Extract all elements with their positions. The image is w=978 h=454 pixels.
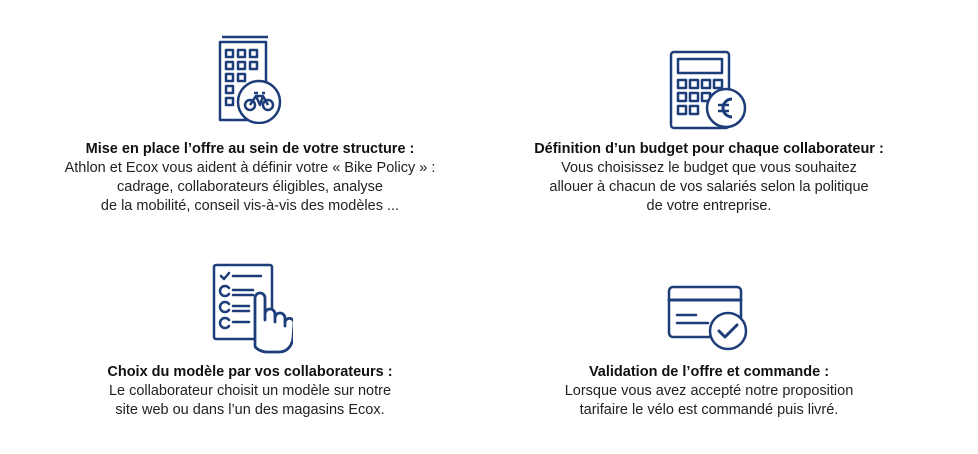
checklist-hand-icon: [209, 262, 293, 356]
calculator-euro-icon: [666, 48, 752, 132]
step-text-line: tarifaire le vélo est commandé puis livré.: [579, 402, 839, 418]
step-text-line: site web ou dans l’un des magasins Ecox.: [115, 402, 385, 418]
step-text-line: cadrage, collaborateurs éligibles, analyse: [117, 179, 383, 195]
card-check-icon: [666, 284, 752, 356]
building-bike-icon: [210, 34, 290, 124]
step-card-choice: [30, 363, 470, 420]
step-title: Mise en place l’offre au sein de votre structure :: [85, 141, 415, 157]
step-card-budget: [489, 140, 929, 216]
step-text-line: allouer à chacun de vos salariés selon la politique: [549, 179, 869, 195]
step-title: Choix du modèle par vos collaborateurs :: [107, 364, 393, 380]
step-text-line: Athlon et Ecox vous aident à définir votre « Bike Policy » :: [64, 160, 436, 176]
step-text-line: de la mobilité, conseil vis-à-vis des modèles ...: [100, 198, 400, 214]
step-text-line: de votre entreprise.: [646, 198, 772, 214]
step-text-line: Lorsque vous avez accepté notre proposition: [564, 383, 854, 399]
step-card-structure: [30, 140, 470, 216]
step-title: Définition d’un budget pour chaque collaborateur :: [534, 141, 884, 157]
step-text-line: Vous choisissez le budget que vous souhaitez: [561, 160, 857, 176]
step-title: Validation de l’offre et commande :: [588, 364, 830, 380]
step-text-line: Le collaborateur choisit un modèle sur notre: [108, 383, 392, 399]
step-card-validation: [489, 363, 929, 420]
